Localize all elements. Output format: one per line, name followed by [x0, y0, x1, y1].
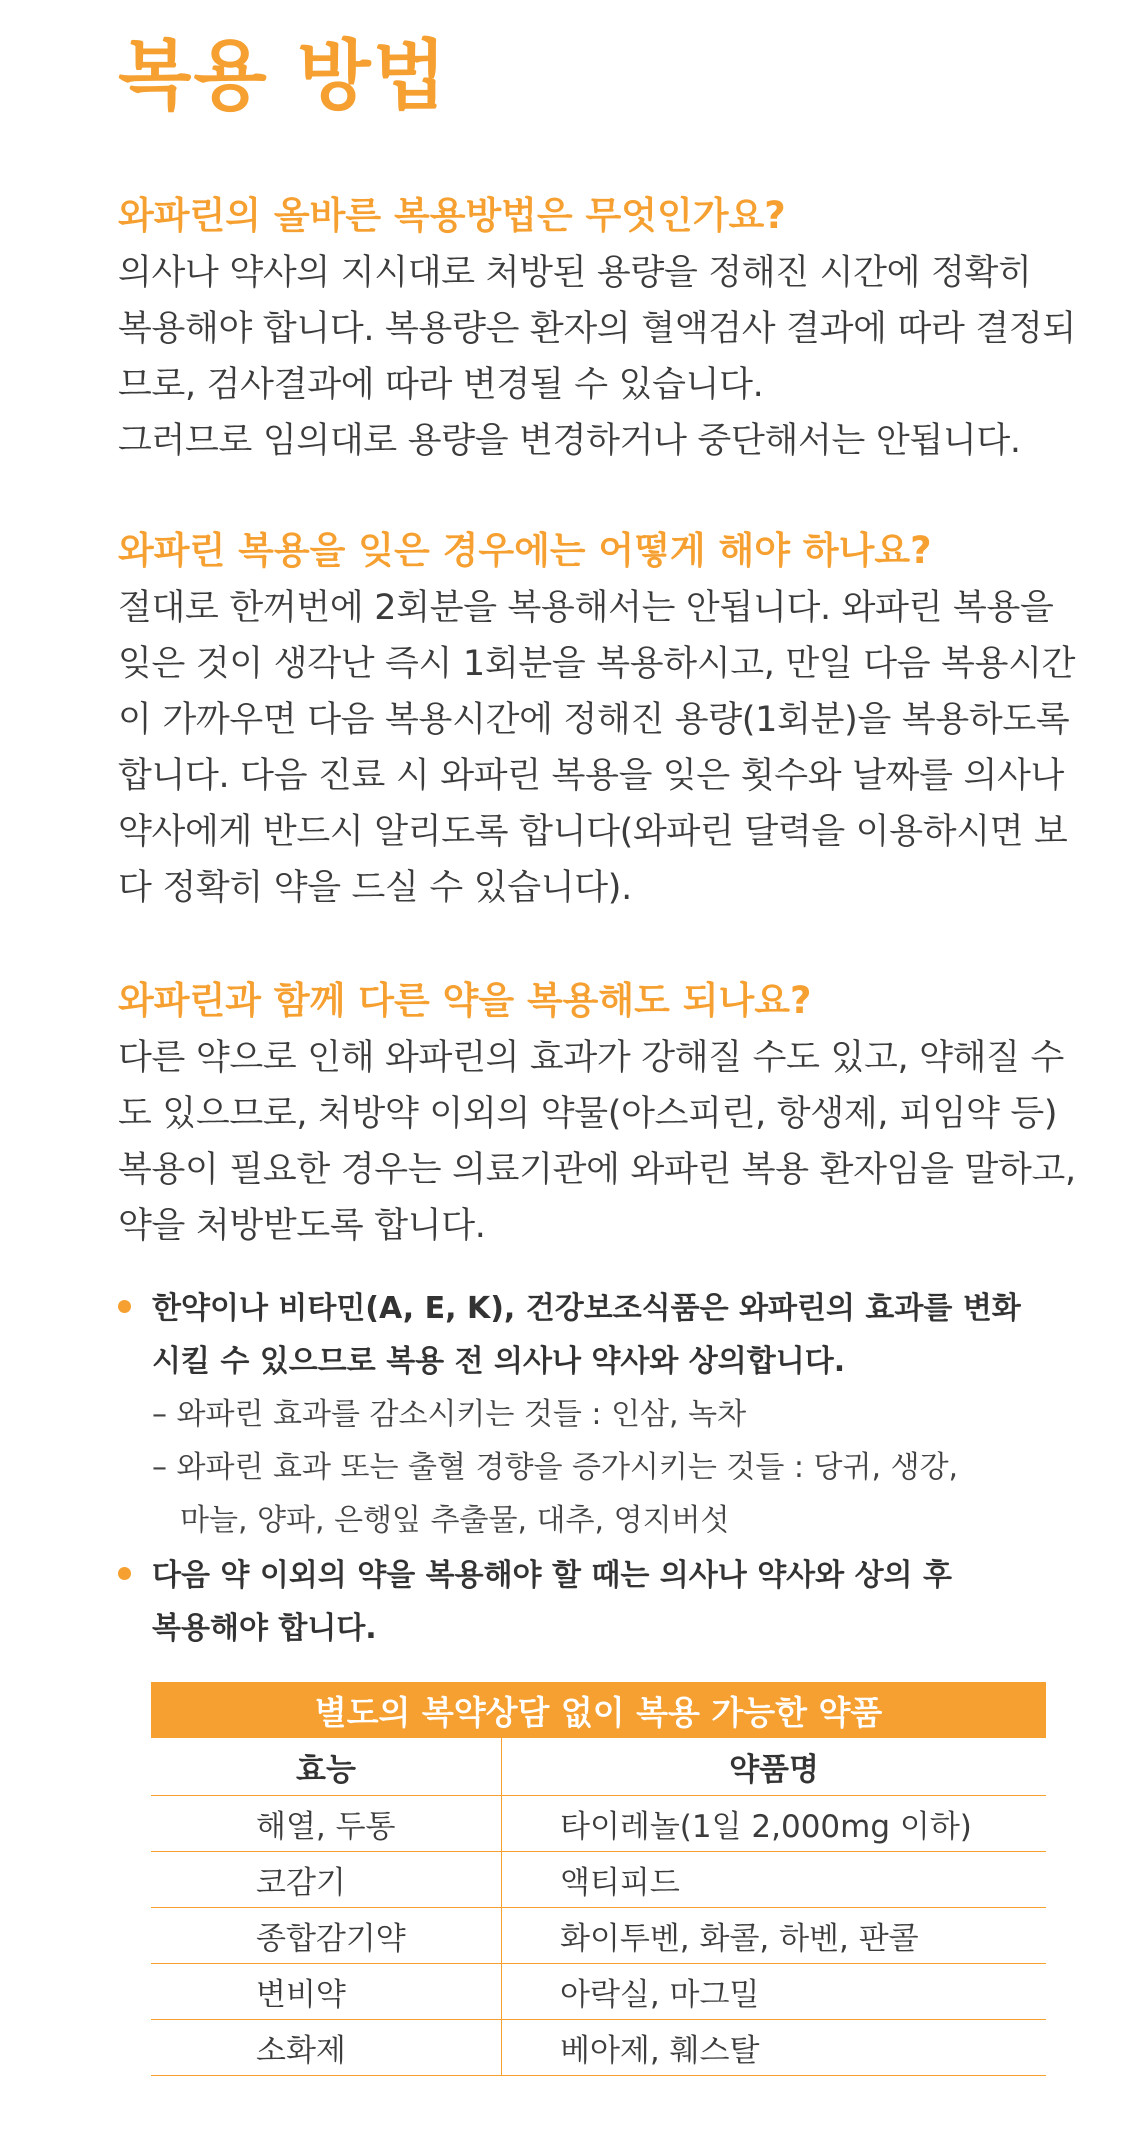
body-line: 절대로 한꺼번에 2회분을 복용해서는 안됩니다. 와파린 복용을	[118, 588, 1054, 629]
cell-drug-name: 액티피드	[502, 1852, 1047, 1908]
section-body	[118, 1030, 1076, 1254]
body-line: 다른 약으로 인해 와파린의 효과가 강해질 수도 있고, 약해질 수	[118, 1038, 1065, 1079]
body-line: 의사나 약사의 지시대로 처방된 용량을 정해진 시간에 정확히	[118, 253, 1032, 294]
caution-list	[118, 1282, 1078, 1655]
body-line: 도 있으므로, 처방약 이외의 약물(아스피린, 항생제, 피임약 등)	[118, 1094, 1058, 1135]
table-row	[151, 1964, 1046, 2020]
cell-drug-name: 베아제, 훼스탈	[502, 2020, 1047, 2076]
table-row	[151, 1908, 1046, 1964]
section-other-drugs	[118, 978, 1076, 1254]
cell-drug-name: 타이레놀(1일 2,000mg 이하)	[502, 1796, 1047, 1852]
body-line: 약사에게 반드시 알리도록 합니다(와파린 달력을 이용하시면 보	[118, 812, 1068, 853]
cell-effect: 해열, 두통	[151, 1796, 502, 1852]
table-row	[151, 1852, 1046, 1908]
table-row	[151, 2020, 1046, 2076]
body-line: 그러므로 임의대로 용량을 변경하거나 중단해서는 안됩니다.	[118, 421, 1021, 462]
otc-medicine-table	[151, 1682, 1046, 2076]
body-line: 이 가까우면 다음 복용시간에 정해진 용량(1회분)을 복용하도록	[118, 700, 1070, 741]
cell-drug-name: 아락실, 마그밀	[502, 1964, 1047, 2020]
body-line: 복용이 필요한 경우는 의료기관에 와파린 복용 환자임을 말하고,	[118, 1150, 1076, 1191]
body-line: 합니다. 다음 진료 시 와파린 복용을 잊은 횟수와 날짜를 의사나	[118, 756, 1065, 797]
bullet-dot-icon	[118, 1300, 131, 1313]
cell-effect: 종합감기약	[151, 1908, 502, 1964]
cell-effect: 변비약	[151, 1964, 502, 2020]
caution-line: 복용해야 합니다.	[152, 1611, 377, 1646]
caution-line: 시킬 수 있으므로 복용 전 의사나 약사와 상의합니다.	[152, 1344, 846, 1379]
cell-effect: 코감기	[151, 1852, 502, 1908]
page-title: 복용 방법	[118, 31, 449, 120]
caution-item	[118, 1282, 1078, 1547]
cell-drug-name: 화이투벤, 화콜, 하벤, 판콜	[502, 1908, 1047, 1964]
bullet-dot-icon	[118, 1567, 131, 1580]
body-line: 므로, 검사결과에 따라 변경될 수 있습니다.	[118, 365, 764, 406]
cell-effect: 소화제	[151, 2020, 502, 2076]
body-line: 잊은 것이 생각난 즉시 1회분을 복용하시고, 만일 다음 복용시간	[118, 644, 1076, 685]
section-question: 와파린 복용을 잊은 경우에는 어떻게 해야 하나요?	[118, 529, 932, 572]
body-line: 복용해야 합니다. 복용량은 환자의 혈액검사 결과에 따라 결정되	[118, 309, 1076, 350]
body-line: 다 정확히 약을 드실 수 있습니다).	[118, 868, 632, 909]
section-dosage-method	[118, 193, 1076, 469]
section-question: 와파린의 올바른 복용방법은 무엇인가요?	[118, 194, 786, 237]
caution-subitem: – 와파린 효과 또는 출혈 경향을 증가시키는 것들 : 당귀, 생강,	[152, 1450, 959, 1485]
table-row	[151, 1796, 1046, 1852]
caution-item	[118, 1549, 1078, 1655]
section-question: 와파린과 함께 다른 약을 복용해도 되나요?	[118, 979, 812, 1022]
body-line: 약을 처방받도록 합니다.	[118, 1206, 486, 1247]
table-title: 별도의 복약상담 없이 복용 가능한 약품	[151, 1682, 1046, 1738]
section-body	[118, 245, 1076, 469]
section-missed-dose	[118, 528, 1076, 916]
column-header-drug-name: 약품명	[502, 1738, 1047, 1796]
caution-subitem: – 와파린 효과를 감소시키는 것들 : 인삼, 녹차	[152, 1397, 747, 1432]
caution-subitem: 마늘, 양파, 은행잎 추출물, 대추, 영지버섯	[180, 1503, 730, 1538]
column-header-effect: 효능	[151, 1738, 502, 1796]
section-body	[118, 580, 1076, 916]
caution-line: 다음 약 이외의 약을 복용해야 할 때는 의사나 약사와 상의 후	[152, 1558, 952, 1593]
caution-line: 한약이나 비타민(A, E, K), 건강보조식품은 와파린의 효과를 변화	[152, 1291, 1021, 1326]
